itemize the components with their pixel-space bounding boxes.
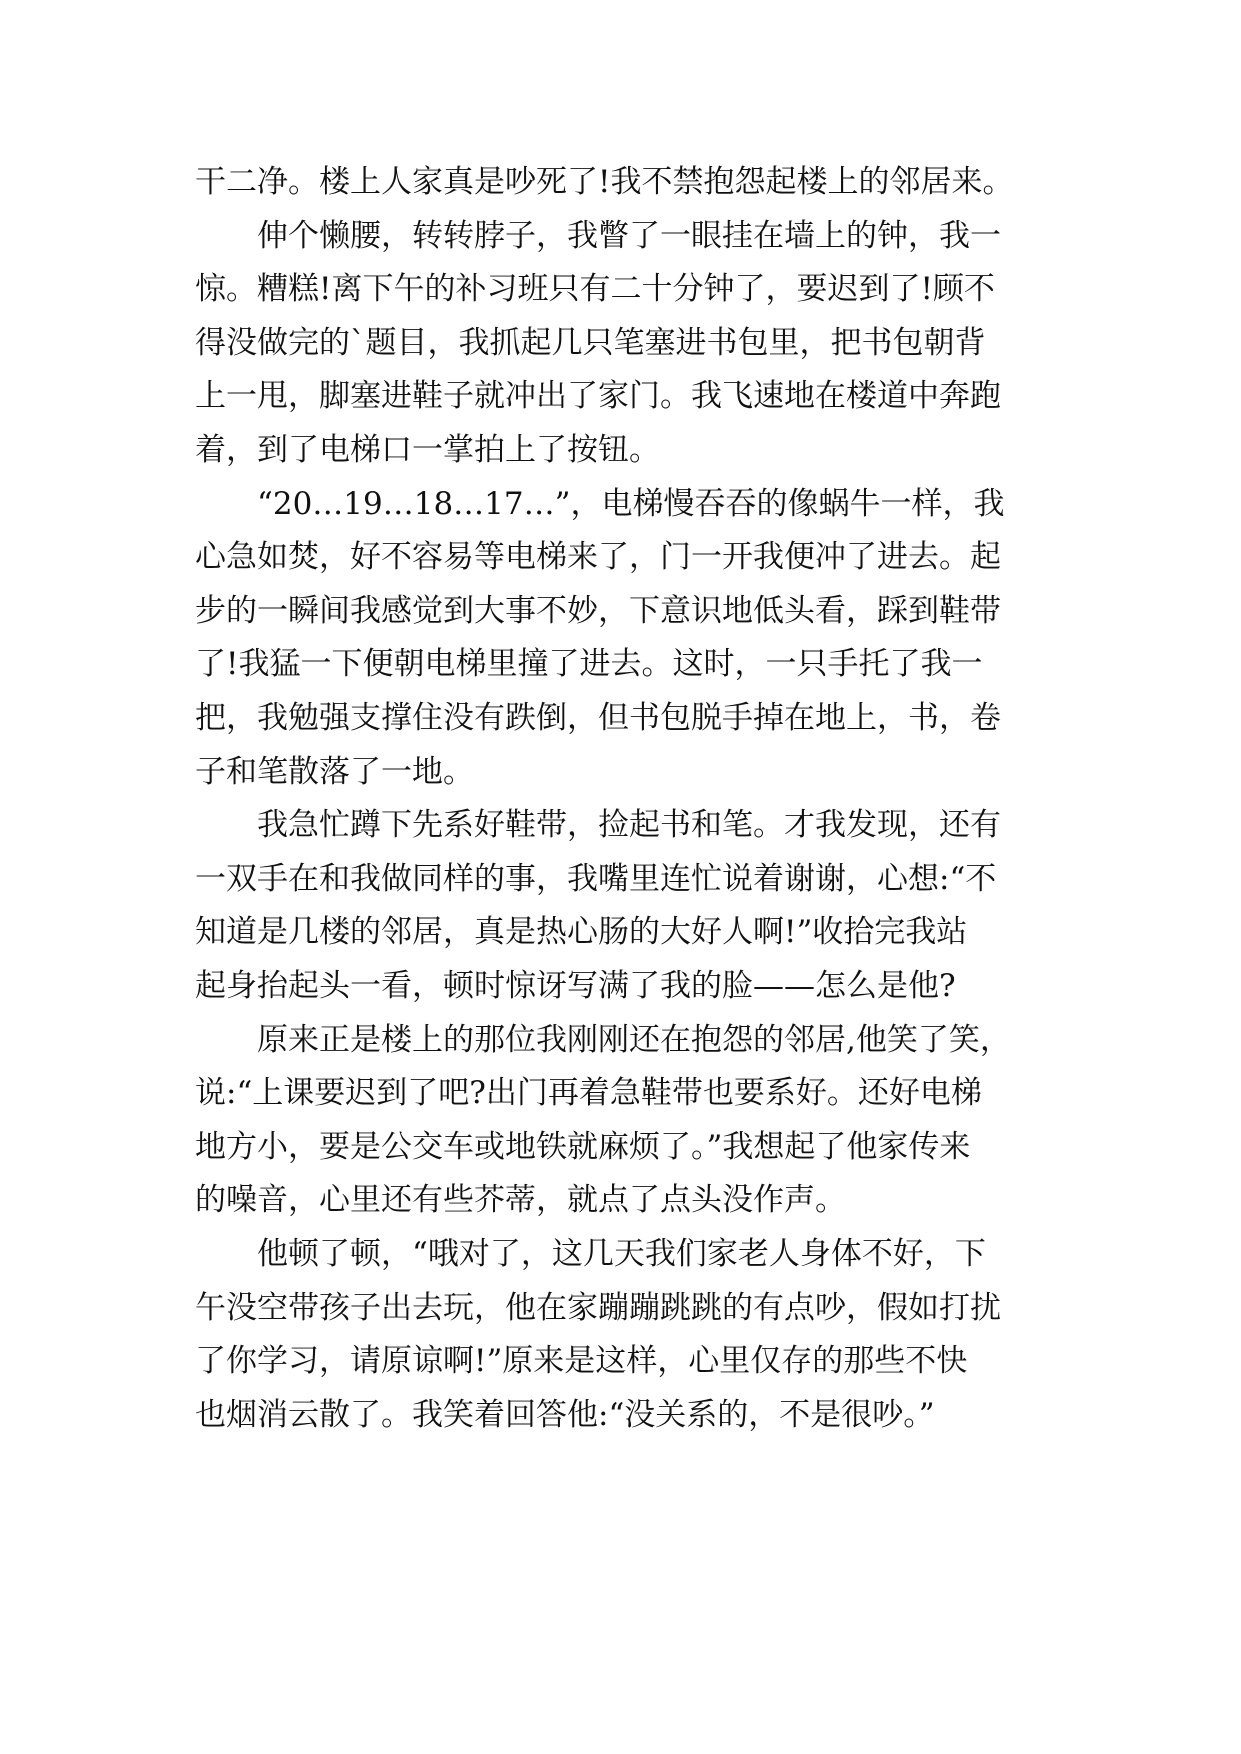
text-line-21: 他顿了顿，“哦对了，这几天我们家老人身体不好，下: [195, 1236, 986, 1272]
text-line-1: 干二净。楼上人家真是吵死了!我不禁抱怨起楼上的邻居来。: [195, 164, 1014, 200]
text-line-12: 子和笔散落了一地。: [195, 753, 474, 790]
text-line-8: 心急如焚，好不容易等电梯来了，门一开我便冲了进去。起: [195, 539, 1001, 576]
text-line-24: 也烟消云散了。我笑着回答他:“没关系的，不是很吵。”: [195, 1396, 935, 1433]
text-line-3: 惊。糟糕!离下午的补习班只有二十分钟了，要迟到了!顾不: [195, 271, 995, 308]
essay-body: [195, 162, 1067, 1433]
text-line-6: 着，到了电梯口一掌拍上了按钮。: [195, 432, 660, 468]
text-line-22: 午没空带孩子出去玩，他在家蹦蹦跳跳的有点吵，假如打扰: [195, 1289, 1001, 1326]
text-line-5: 上一甩，脚塞进鞋子就冲出了家门。我飞速地在楼道中奔跑: [195, 378, 1001, 415]
text-line-2: 伸个懒腰，转转脖子，我瞥了一眼挂在墙上的钟，我一: [195, 217, 1001, 254]
text-line-13: 我急忙蹲下先系好鞋带，捡起书和笔。才我发现，还有: [195, 807, 1001, 844]
text-line-4: 得没做完的`题目，我抓起几只笔塞进书包里，把书包朝背: [195, 324, 986, 361]
text-line-20: 的噪音，心里还有些芥蒂，就点了点头没作声。: [195, 1182, 846, 1219]
text-line-18: 说:“上课要迟到了吧?出门再着急鞋带也要系好。还好电梯: [195, 1075, 982, 1112]
text-line-7: “20…19…18…17…”，电梯慢吞吞的像蜗牛一样，我: [195, 485, 1005, 522]
text-line-9: 步的一瞬间我感觉到大事不妙，下意识地低头看，踩到鞋带: [195, 592, 1001, 629]
text-line-16: 起身抬起头一看，顿时惊讶写满了我的脸——怎么是他?: [195, 968, 956, 1004]
text-line-19: 地方小，要是公交车或地铁就麻烦了。”我想起了他家传来: [195, 1128, 971, 1165]
text-line-14: 一双手在和我做同样的事，我嘴里连忙说着谢谢，心想:“不: [195, 860, 997, 897]
text-line-17: 原来正是楼上的那位我刚刚还在抱怨的邻居,他笑了笑，: [195, 1021, 1011, 1058]
text-line-23: 了你学习，请原谅啊!”原来是这样，心里仅存的那些不快: [195, 1343, 968, 1380]
text-line-15: 知道是几楼的邻居，真是热心肠的大好人啊!”收拾完我站: [195, 914, 968, 951]
text-line-11: 把，我勉强支撑住没有跌倒，但书包脱手掉在地上，书，卷: [195, 700, 1001, 736]
text-line-10: 了!我猛一下便朝电梯里撞了进去。这时，一只手托了我一: [195, 646, 983, 683]
